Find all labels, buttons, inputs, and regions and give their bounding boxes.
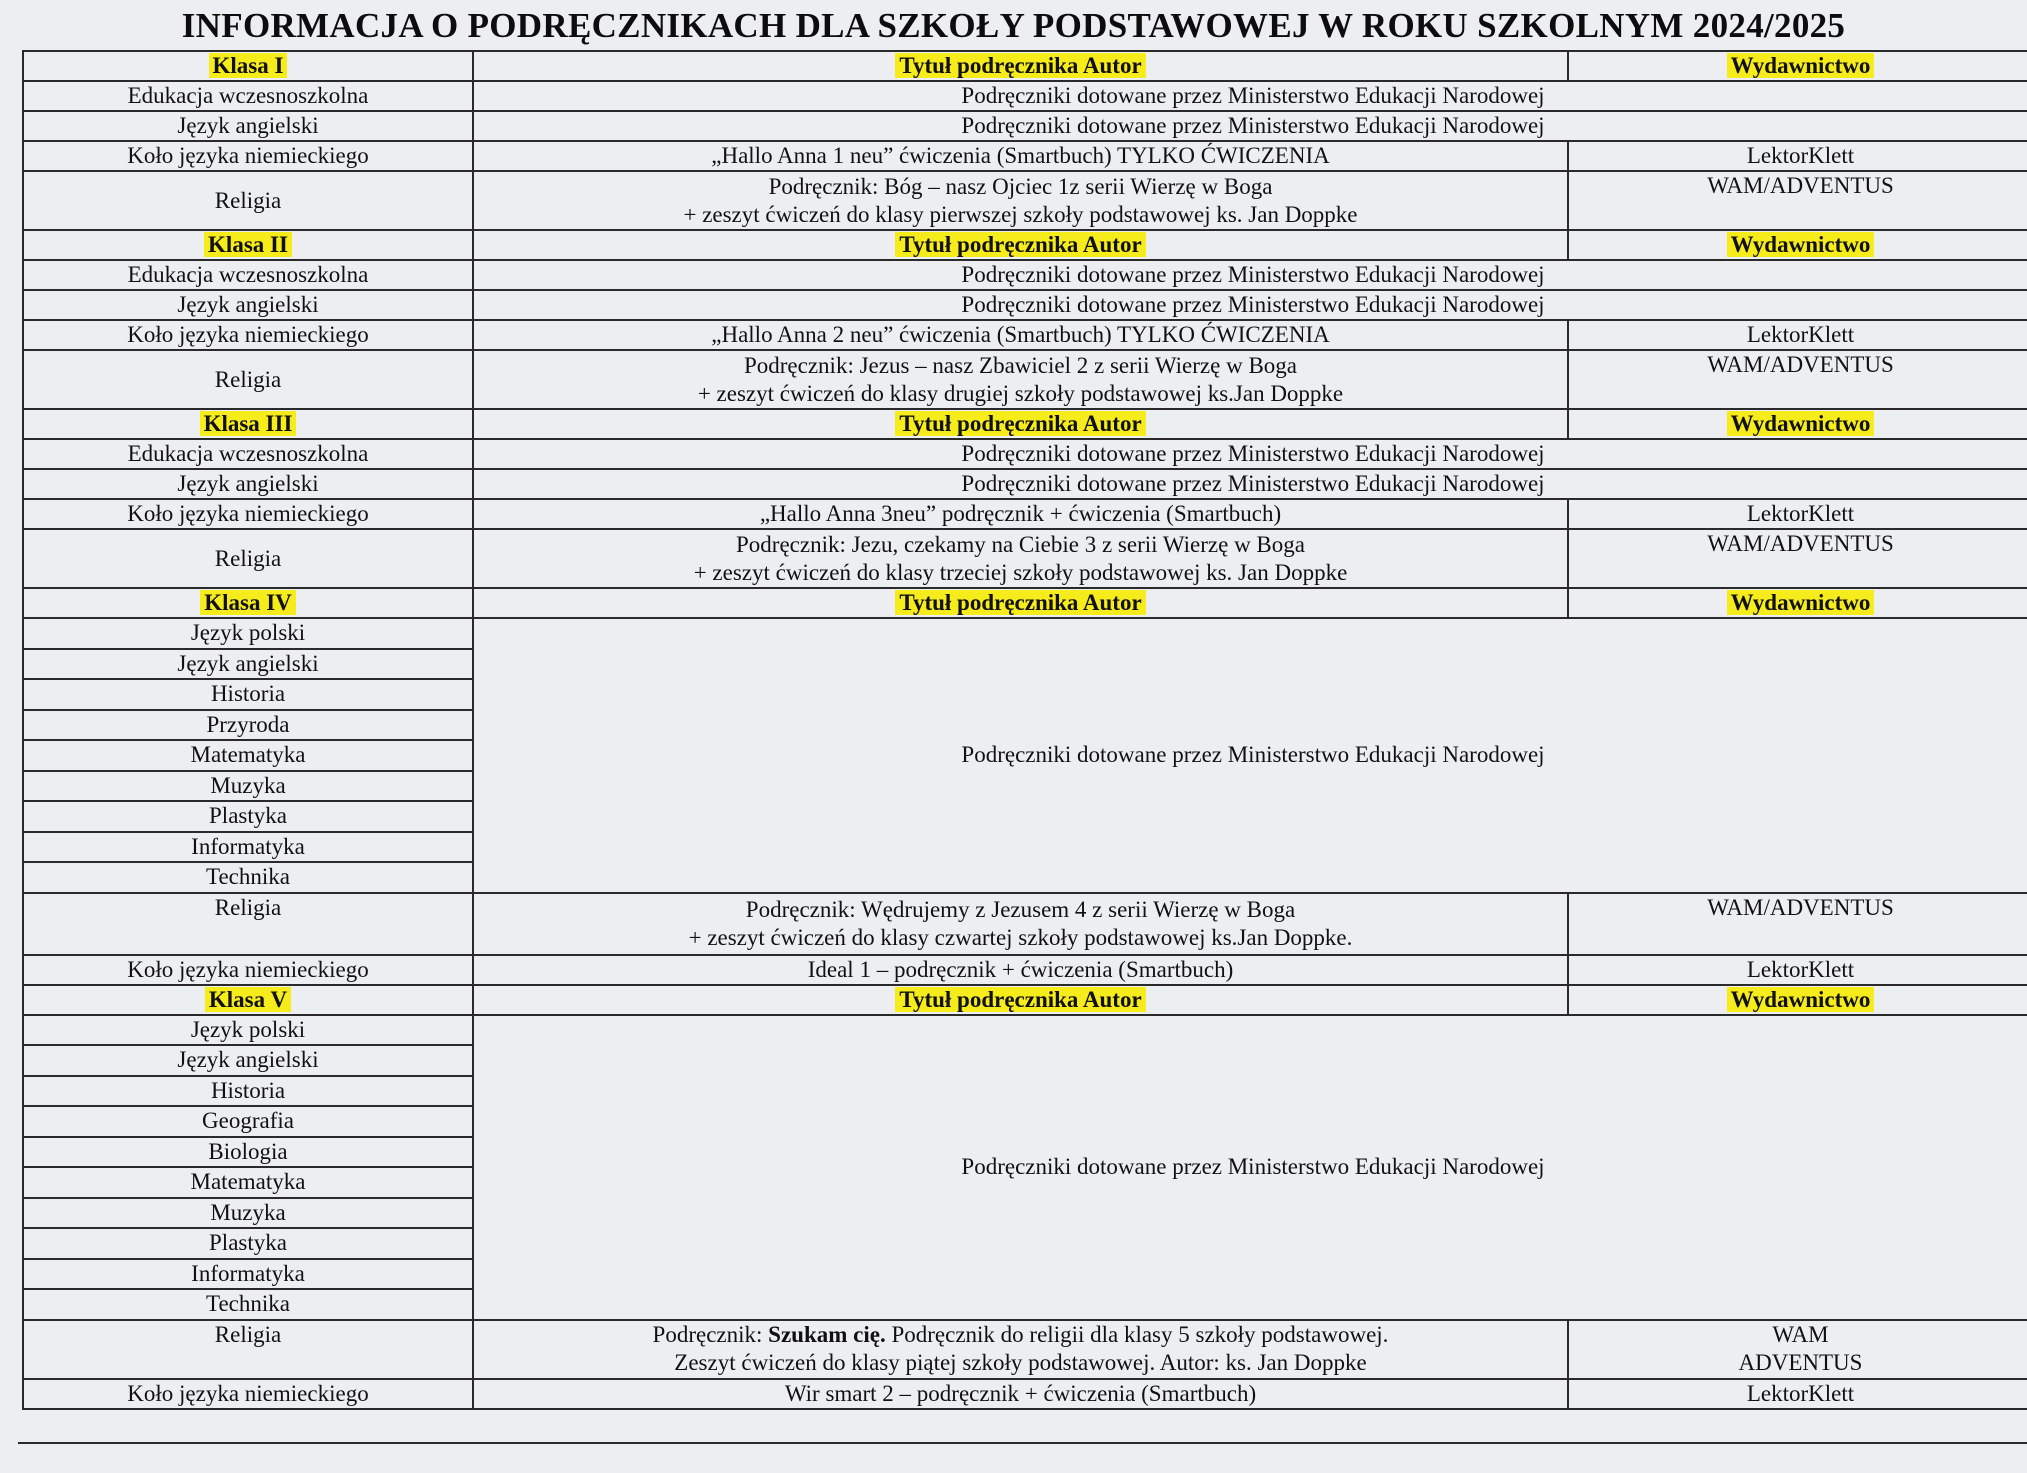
subject-item: Język angielski [24,650,472,681]
title-author-header: Tytuł podręcznika Autor [895,987,1145,1012]
subject-item: Język angielski [24,1046,472,1077]
class-label-cell [23,230,473,260]
class-label-cell [23,51,473,81]
subsidized-text: Podręczniki dotowane przez Ministerstwo Edukacji Narodowej [961,113,1545,138]
subject-item: Matematyka [24,1168,472,1199]
subject-item: Historia [24,1077,472,1108]
table-row [23,171,2027,230]
subsidized-text: Podręczniki dotowane przez Ministerstwo Edukacji Narodowej [961,292,1545,317]
subject-item: Geografia [24,1107,472,1138]
subject-cell: Koło języka niemieckiego [23,955,473,985]
table-row [23,141,2027,171]
subject-cell: Religia [23,1320,473,1379]
subject-item: Język polski [24,1016,472,1047]
book-line: + zeszyt ćwiczeń do klasy czwartej szkoły podstawowej ks.Jan Doppke. [688,924,1353,950]
subsidized-text: Podręczniki dotowane przez Ministerstwo Edukacji Narodowej [961,471,1545,496]
publisher-header: Wydawnictwo [1727,590,1875,615]
table-row [23,111,2027,141]
publisher-header: Wydawnictwo [1727,987,1875,1012]
subject-item: Przyroda [24,711,472,742]
publisher-header-cell [1568,985,2027,1015]
subjects-list [23,1015,473,1320]
class-label: Klasa IV [200,590,296,615]
class-label: Klasa II [204,232,292,257]
subject-item: Muzyka [24,1199,472,1230]
title-author-header: Tytuł podręcznika Autor [895,232,1145,257]
publisher-cell: LektorKlett [1568,141,2027,171]
publisher-cell: LektorKlett [1568,1379,2027,1409]
class-label-cell [23,588,473,618]
subject-item: Technika [206,1291,290,1316]
subject-cell: Religia [23,171,473,230]
class-label-cell [23,409,473,439]
publisher-cell [1568,1320,2027,1379]
table-row [23,955,2027,985]
book-title-bold: Szukam cię. [768,1322,886,1347]
book-title-cell [473,529,1568,588]
subject-cell: Koło języka niemieckiego [23,141,473,171]
publisher-header: Wydawnictwo [1727,53,1875,78]
table-row [23,81,2027,111]
subjects-list [23,618,473,893]
publisher-cell: WAM/ADVENTUS [1568,529,2027,588]
subject-item: Plastyka [24,1229,472,1260]
subject-cell: Język angielski [23,469,473,499]
subjects-block-row [23,618,2027,893]
class-label: Klasa III [200,411,297,436]
subsidized-text: Podręczniki dotowane przez Ministerstwo Edukacji Narodowej [961,1154,1545,1179]
class-label-cell [23,985,473,1015]
subject-item: Plastyka [24,802,472,833]
subject-cell: Religia [23,893,473,955]
publisher-cell: LektorKlett [1568,320,2027,350]
class-label: Klasa I [209,53,288,78]
table-row [23,1320,2027,1379]
table-row [23,893,2027,955]
class-header-row [23,588,2027,618]
subsidized-note [473,1015,2027,1320]
publisher-cell: WAM/ADVENTUS [1568,893,2027,955]
book-line [480,1321,1561,1349]
class-header-row [23,985,2027,1015]
class-label: Klasa V [205,987,291,1012]
publisher-header-cell [1568,230,2027,260]
title-header-cell [473,588,1568,618]
subsidized-note [473,618,2027,893]
subject-item: Język polski [24,619,472,650]
table-row [23,469,2027,499]
book-line: Podręcznik: Jezu, czekamy na Ciebie 3 z serii Wierzę w Boga [736,531,1305,557]
title-author-header: Tytuł podręcznika Autor [895,53,1145,78]
table-row [23,320,2027,350]
title-header-cell [473,409,1568,439]
book-prefix: Podręcznik: [652,1322,769,1347]
book-title-cell: Ideal 1 – podręcznik + ćwiczenia (Smartbuch) [473,955,1568,985]
book-title-cell [473,1320,1568,1379]
class-header-row [23,230,2027,260]
publisher-header: Wydawnictwo [1727,411,1875,436]
table-row [23,529,2027,588]
book-title-cell: „Hallo Anna 3neu” podręcznik + ćwiczenia (Smartbuch) [473,499,1568,529]
publisher-cell: WAM/ADVENTUS [1568,350,2027,409]
subsidized-note [473,439,2027,469]
publisher-line: WAM [1772,1322,1829,1347]
bottom-rule [18,1442,2027,1444]
subsidized-note [473,81,2027,111]
book-title-cell [473,171,1568,230]
publisher-cell: WAM/ADVENTUS [1568,171,2027,230]
subsidized-note [473,290,2027,320]
subject-cell: Koło języka niemieckiego [23,1379,473,1409]
book-line: + zeszyt ćwiczeń do klasy drugiej szkoły podstawowej ks.Jan Doppke [697,380,1344,406]
table-row [23,350,2027,409]
subject-item: Muzyka [24,772,472,803]
subject-item: Technika [206,864,290,889]
subject-item: Biologia [24,1138,472,1169]
table-row [23,260,2027,290]
subsidized-text: Podręczniki dotowane przez Ministerstwo Edukacji Narodowej [961,742,1545,768]
book-rest: Podręcznik do religii dla klasy 5 szkoły podstawowej. [885,1322,1389,1347]
book-line: + zeszyt ćwiczeń do klasy trzeciej szkoły podstawowej ks. Jan Doppke [693,559,1348,585]
book-line: + zeszyt ćwiczeń do klasy pierwszej szkoły podstawowej ks. Jan Doppke [683,201,1358,227]
book-line: Zeszyt ćwiczeń do klasy piątej szkoły podstawowej. Autor: ks. Jan Doppke [674,1350,1367,1375]
subject-item: Informatyka [24,833,472,864]
book-title-cell [473,350,1568,409]
book-line: Podręcznik: Bóg – nasz Ojciec 1z serii Wierzę w Boga [768,173,1273,199]
publisher-line: ADVENTUS [1738,1350,1863,1375]
book-title-cell: „Hallo Anna 1 neu” ćwiczenia (Smartbuch) TYLKO ĆWICZENIA [473,141,1568,171]
publisher-header-cell [1568,409,2027,439]
subject-cell: Edukacja wczesnoszkolna [23,260,473,290]
subjects-block-row [23,1015,2027,1320]
subject-item: Informatyka [24,1260,472,1291]
page-title: INFORMACJA O PODRĘCZNIKACH DLA SZKOŁY PODSTAWOWEJ W ROKU SZKOLNYM 2024/2025 [181,6,1846,45]
subject-cell: Religia [23,350,473,409]
subsidized-text: Podręczniki dotowane przez Ministerstwo Edukacji Narodowej [961,83,1545,108]
subject-item: Matematyka [24,741,472,772]
publisher-header-cell [1568,51,2027,81]
publisher-header-cell [1568,588,2027,618]
table-row [23,290,2027,320]
subject-cell: Edukacja wczesnoszkolna [23,439,473,469]
subsidized-note [473,469,2027,499]
table-row [23,499,2027,529]
subject-cell: Język angielski [23,290,473,320]
title-author-header: Tytuł podręcznika Autor [895,411,1145,436]
book-title-cell: Wir smart 2 – podręcznik + ćwiczenia (Smartbuch) [473,1379,1568,1409]
publisher-cell: LektorKlett [1568,499,2027,529]
subsidized-text: Podręczniki dotowane przez Ministerstwo Edukacji Narodowej [961,441,1545,466]
subject-cell: Koło języka niemieckiego [23,499,473,529]
book-title-cell [473,893,1568,955]
subsidized-note [473,111,2027,141]
title-header-cell [473,985,1568,1015]
subject-item: Historia [24,680,472,711]
class-header-row [23,409,2027,439]
publisher-cell: LektorKlett [1568,955,2027,985]
class-header-row [23,51,2027,81]
title-header-cell [473,51,1568,81]
book-line: Podręcznik: Jezus – nasz Zbawiciel 2 z serii Wierzę w Boga [743,352,1297,378]
book-line: Podręcznik: Wędrujemy z Jezusem 4 z serii Wierzę w Boga [745,896,1296,922]
publisher-header: Wydawnictwo [1727,232,1875,257]
table-row [23,1379,2027,1409]
subsidized-text: Podręczniki dotowane przez Ministerstwo Edukacji Narodowej [961,262,1545,287]
table-row [23,439,2027,469]
subject-cell: Edukacja wczesnoszkolna [23,81,473,111]
title-author-header: Tytuł podręcznika Autor [895,590,1145,615]
subsidized-note [473,260,2027,290]
subject-cell: Język angielski [23,111,473,141]
subject-cell: Religia [23,529,473,588]
textbook-table [22,50,2027,1410]
book-title-cell: „Hallo Anna 2 neu” ćwiczenia (Smartbuch) TYLKO ĆWICZENIA [473,320,1568,350]
subject-cell: Koło języka niemieckiego [23,320,473,350]
title-header-cell [473,230,1568,260]
